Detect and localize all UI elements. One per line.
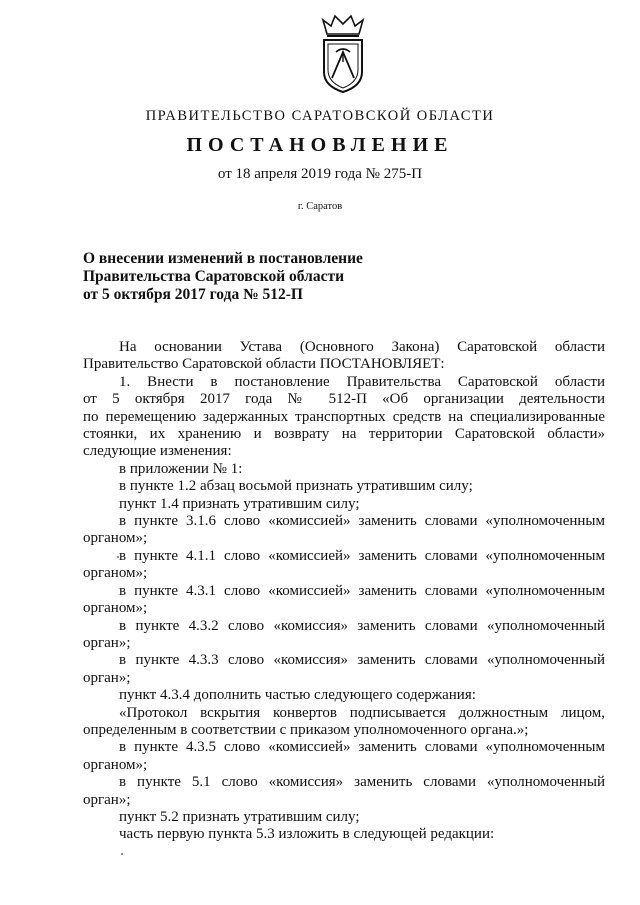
body-line: органом»; xyxy=(83,756,148,773)
body-line: орган»; xyxy=(83,791,131,808)
body-line: в приложении № 1: xyxy=(119,460,243,477)
body-line: органом»; xyxy=(83,530,148,547)
body-line: часть первую пункта 5.3 изложить в следующей редакции: xyxy=(119,826,495,843)
government-name: ПРАВИТЕЛЬСТВО САРАТОВСКОЙ ОБЛАСТИ xyxy=(145,108,495,124)
body-line: в пункте 4.3.1 слово «комиссией» заменить словами «уполномоченным xyxy=(119,582,605,599)
coat-of-arms-icon xyxy=(317,12,369,94)
body-line: 1. Внести в постановление Правительства Саратовской области xyxy=(119,373,605,390)
body-line: в пункте 4.3.5 слово «комиссией» заменить словами «уполномоченным xyxy=(119,739,605,756)
body-line: определенным в соответствии с приказом уполномоченного органа.»; xyxy=(83,721,529,738)
body-line: в пункте 5.1 слово «комиссия» заменить словами «уполномоченный xyxy=(119,774,605,791)
document-subject xyxy=(83,250,363,304)
body-line: в пункте 4.1.1 слово «комиссией» заменить словами «уполномоченным xyxy=(119,547,605,564)
body-line: орган»; xyxy=(83,634,131,651)
body-line: по перемещению задержанных транспортных средств на специализированные xyxy=(83,408,605,425)
body-line: в пункте 3.1.6 слово «комиссией» заменить словами «уполномоченным xyxy=(119,513,605,530)
subject-line: Правительства Саратовской области xyxy=(83,268,344,285)
body-line: следующие изменения: xyxy=(83,443,232,460)
subject-line: О внесении изменений в постановление xyxy=(83,250,363,267)
body-line: органом»; xyxy=(83,600,148,617)
body-line: орган»; xyxy=(83,669,131,686)
document-city: г. Саратов xyxy=(297,201,343,212)
scan-speck xyxy=(121,853,123,855)
body-line: в пункте 4.3.2 слово «комиссия» заменить словами «уполномоченный xyxy=(119,617,605,634)
body-line: от 5 октября 2017 года № 512-П «Об организации деятельности xyxy=(83,391,605,408)
body-line: органом»; xyxy=(83,565,148,582)
body-line: пункт 5.2 признать утратившим силу; xyxy=(119,808,360,825)
scan-speck xyxy=(117,556,119,558)
document-type: ПОСТАНОВЛЕНИЕ xyxy=(186,134,454,156)
body-line: пункт 1.4 признать утратившим силу; xyxy=(119,495,360,512)
body-line: в пункте 4.3.3 слово «комиссия» заменить словами «уполномоченный xyxy=(119,652,605,669)
body-line: пункт 4.3.4 дополнить частью следующего содержания: xyxy=(119,687,476,704)
body-line: Правительство Саратовской области ПОСТАНОВЛЯЕТ: xyxy=(83,356,445,373)
body-line: «Протокол вскрытия конвертов подписывается должностным лицом, xyxy=(119,704,605,721)
body-line: На основании Устава (Основного Закона) Саратовской области xyxy=(119,339,605,355)
document-date-number: от 18 апреля 2019 года № 275-П xyxy=(217,166,423,182)
document-body xyxy=(83,339,605,844)
body-line: стоянки, их хранению и возврату на территории Саратовской области» xyxy=(83,426,605,443)
body-line: в пункте 1.2 абзац восьмой признать утратившим силу; xyxy=(119,478,473,495)
subject-line: от 5 октября 2017 года № 512-П xyxy=(83,286,303,303)
